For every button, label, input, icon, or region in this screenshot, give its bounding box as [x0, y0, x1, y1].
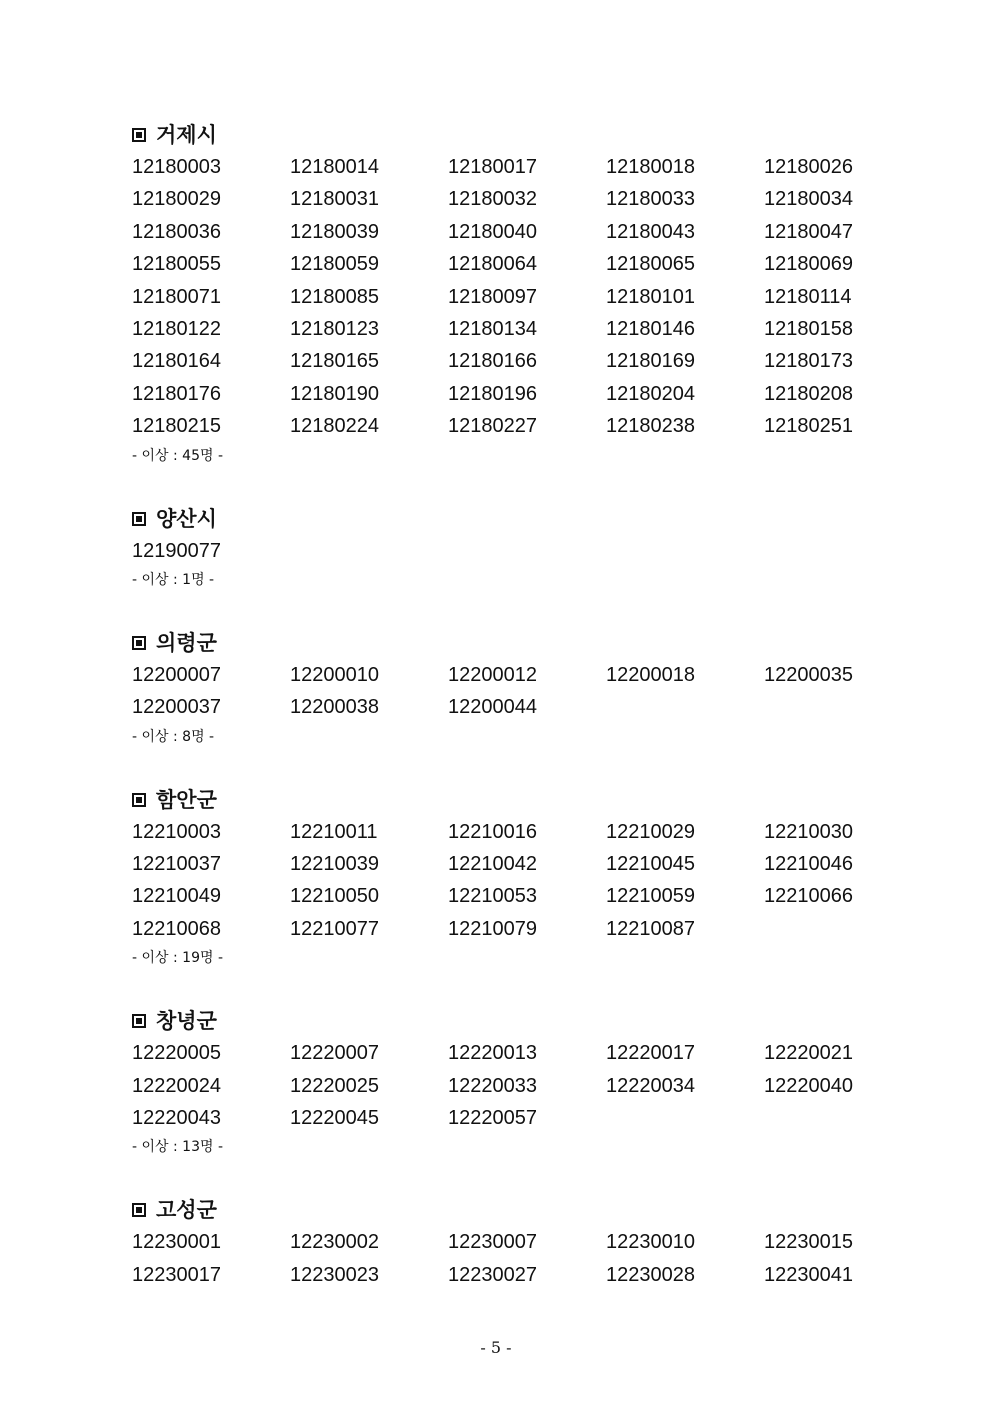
region-section [132, 782, 892, 972]
region-heading [132, 782, 892, 816]
square-bullet-icon [132, 793, 146, 807]
id-number: 12180071 [132, 285, 221, 308]
id-number: 12180065 [606, 253, 695, 276]
id-number: 12180069 [764, 253, 853, 276]
square-bullet-icon [132, 512, 146, 526]
id-number: 12200035 [764, 663, 853, 686]
id-grid [132, 1037, 892, 1134]
region-heading [132, 1192, 892, 1226]
page-number: - 5 - [480, 1338, 512, 1357]
id-grid [132, 535, 892, 567]
id-number: 12180055 [132, 253, 221, 276]
id-number: 12180043 [606, 220, 695, 243]
id-number: 12180190 [290, 382, 379, 405]
id-number: 12220021 [764, 1042, 853, 1065]
id-number: 12180166 [448, 350, 537, 373]
region-section [132, 501, 892, 593]
id-number: 12210066 [764, 885, 853, 908]
document-page [132, 117, 892, 1291]
id-number: 12210053 [448, 885, 537, 908]
id-number: 12220007 [290, 1042, 379, 1065]
id-number: 12180169 [606, 350, 695, 373]
region-section [132, 1003, 892, 1160]
id-number: 12200012 [448, 663, 537, 686]
id-number: 12180251 [764, 415, 853, 438]
square-bullet-icon [132, 1203, 146, 1217]
square-bullet-icon [132, 636, 146, 650]
region-title: 고성군 [156, 1198, 217, 1223]
id-number: 12230027 [448, 1263, 537, 1286]
id-number: 12230017 [132, 1263, 221, 1286]
region-title: 양산시 [156, 506, 217, 531]
region-heading [132, 117, 892, 151]
id-number: 12180097 [448, 285, 537, 308]
id-number: 12180224 [290, 415, 379, 438]
id-number: 12220005 [132, 1042, 221, 1065]
region-title: 의령군 [156, 630, 217, 655]
region-title: 창녕군 [156, 1009, 217, 1034]
id-number: 12230015 [764, 1231, 853, 1254]
id-number: 12180196 [448, 382, 537, 405]
id-number: 12210011 [290, 820, 378, 843]
id-number: 12220017 [606, 1042, 695, 1065]
id-number: 12180238 [606, 415, 695, 438]
id-number: 12220024 [132, 1074, 221, 1097]
id-number: 12180101 [606, 285, 695, 308]
id-grid [132, 816, 892, 946]
id-number: 12180173 [764, 350, 853, 373]
id-number: 12180026 [764, 156, 853, 178]
id-number: 12200010 [290, 663, 379, 686]
id-number: 12210042 [448, 853, 537, 876]
id-number: 12180085 [290, 285, 379, 308]
id-number: 12210068 [132, 917, 221, 940]
id-number: 12230023 [290, 1263, 379, 1286]
id-number: 12180176 [132, 382, 221, 405]
id-number: 12180003 [132, 156, 221, 178]
id-number: 12180215 [132, 415, 221, 438]
id-number: 12210077 [290, 917, 379, 940]
id-number: 12190077 [132, 539, 221, 562]
id-number: 12180018 [606, 156, 695, 178]
id-number: 12230002 [290, 1231, 379, 1254]
id-number: 12220034 [606, 1074, 695, 1097]
id-number: 12210045 [606, 853, 695, 876]
id-number: 12200037 [132, 696, 221, 719]
id-number: 12180114 [764, 285, 852, 308]
id-number: 12180034 [764, 188, 853, 211]
id-number: 12180029 [132, 188, 221, 211]
region-section [132, 625, 892, 750]
id-number: 12180208 [764, 382, 853, 405]
id-number: 12210003 [132, 820, 221, 843]
id-number: 12180047 [764, 220, 853, 243]
id-number: 12220033 [448, 1074, 537, 1097]
id-number: 12200038 [290, 696, 379, 719]
square-bullet-icon [132, 128, 146, 142]
region-heading [132, 1003, 892, 1037]
id-number: 12230010 [606, 1231, 695, 1254]
id-number: 12210050 [290, 885, 379, 908]
region-title: 함안군 [156, 787, 217, 812]
id-number: 12230007 [448, 1231, 537, 1254]
id-number: 12180036 [132, 220, 221, 243]
id-number: 12230028 [606, 1263, 695, 1286]
id-number: 12180134 [448, 317, 537, 340]
region-count: - 이상 : 19명 - [132, 950, 224, 967]
region-heading [132, 501, 892, 535]
id-number: 12210059 [606, 885, 695, 908]
id-number: 12230041 [764, 1263, 853, 1286]
id-number: 12220045 [290, 1107, 379, 1130]
id-number: 12180122 [132, 317, 221, 340]
id-number: 12230001 [132, 1231, 221, 1254]
region-heading [132, 625, 892, 659]
id-number: 12180059 [290, 253, 379, 276]
id-number: 12180032 [448, 188, 537, 211]
id-number: 12180165 [290, 350, 379, 373]
id-number: 12180204 [606, 382, 695, 405]
id-grid [132, 659, 892, 724]
id-number: 12180033 [606, 188, 695, 211]
id-number: 12210030 [764, 820, 853, 843]
region-section [132, 1192, 892, 1291]
region-count: - 이상 : 45명 - [132, 447, 224, 464]
id-number: 12210049 [132, 885, 221, 908]
id-number: 12180039 [290, 220, 379, 243]
id-number: 12200018 [606, 663, 695, 686]
id-number: 12180014 [290, 156, 379, 178]
id-number: 12180017 [448, 156, 537, 178]
id-number: 12220013 [448, 1042, 537, 1065]
region-count: - 이상 : 13명 - [132, 1139, 224, 1156]
id-number: 12200044 [448, 696, 537, 719]
id-number: 12220025 [290, 1074, 379, 1097]
id-number: 12210046 [764, 853, 853, 876]
id-number: 12210037 [132, 853, 221, 876]
region-section [132, 117, 892, 469]
id-number: 12180064 [448, 253, 537, 276]
id-number: 12180146 [606, 317, 695, 340]
region-title: 거제시 [156, 123, 217, 147]
id-number: 12180164 [132, 350, 221, 373]
id-number: 12210016 [448, 820, 537, 843]
id-number: 12210079 [448, 917, 537, 940]
region-count: - 이상 : 1명 - [132, 571, 215, 588]
id-number: 12220043 [132, 1107, 221, 1130]
id-number: 12180031 [290, 188, 379, 211]
id-grid [132, 1226, 892, 1291]
id-number: 12180040 [448, 220, 537, 243]
square-bullet-icon [132, 1014, 146, 1028]
id-number: 12210039 [290, 853, 379, 876]
id-number: 12180227 [448, 415, 537, 438]
id-number: 12210029 [606, 820, 695, 843]
id-number: 12220057 [448, 1107, 537, 1130]
id-number: 12220040 [764, 1074, 853, 1097]
id-number: 12180123 [290, 317, 379, 340]
id-grid [132, 151, 892, 443]
id-number: 12180158 [764, 317, 853, 340]
id-number: 12200007 [132, 663, 221, 686]
id-number: 12210087 [606, 917, 695, 940]
region-count: - 이상 : 8명 - [132, 728, 215, 745]
